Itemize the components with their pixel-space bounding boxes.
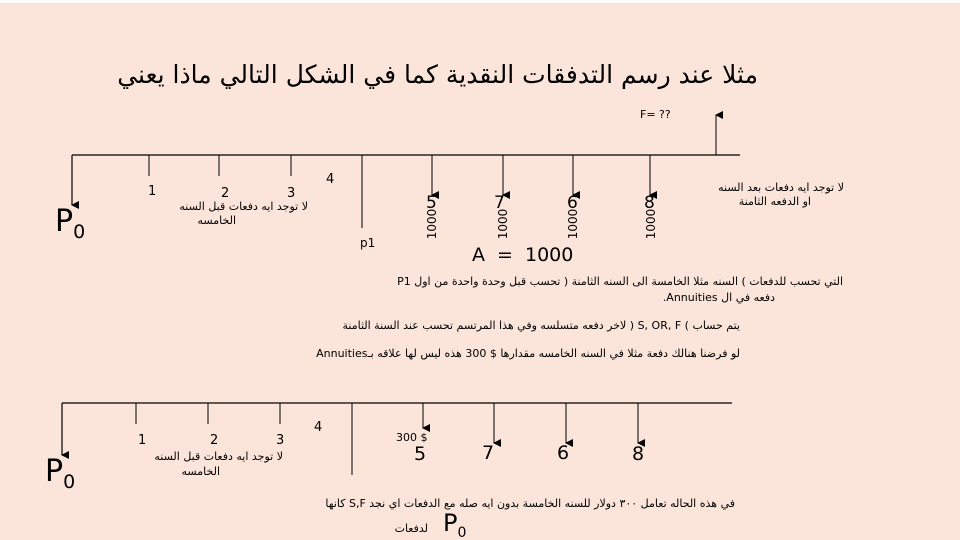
sf-explanation: يتم حساب ) S, OR, F ( لاخر دفعه متسلسه وفي هذا المرتسم تحسب عند السنة الثامنة xyxy=(342,319,740,332)
conclusion-line1: في هذه الحاله تعامل ٣٠٠ دولار للسنه الخامسة بدون ايه صله مع الدفعات اي نجد S,F كانها xyxy=(325,497,735,510)
conclusion-line2-text: لدفعات xyxy=(394,522,428,535)
period2-label-6: 7 xyxy=(482,442,495,464)
p0-label-1: $P_0$ xyxy=(55,204,86,243)
period2-label-4: 4 xyxy=(314,420,323,435)
payment-amount-5: 1000 xyxy=(425,208,439,240)
period-label-1: 1 xyxy=(148,184,157,199)
period-label-6: 7 xyxy=(494,193,505,213)
period-label-4: 4 xyxy=(326,172,335,187)
period2-label-1: 1 xyxy=(138,433,147,448)
period2-label-5: 5 xyxy=(414,443,427,465)
p0-label-2: $P_0$ xyxy=(45,454,76,493)
no-payments-before-5-line2: الخامسه xyxy=(197,214,236,227)
payment-amount-7: 1000 xyxy=(566,208,580,240)
period2-label-2: 2 xyxy=(210,433,219,448)
period2-label-8: 8 xyxy=(632,443,645,465)
period-label-8: 8 xyxy=(644,193,655,213)
period2-label-3: 3 xyxy=(276,433,285,448)
no-payments-after-8-line2: او الدفعه الثامنة xyxy=(738,195,811,208)
period-label-7: 6 xyxy=(567,193,578,213)
single-payment-label: 300 $ xyxy=(396,431,428,444)
future-value-label: F= ?? xyxy=(640,108,671,121)
payment-amount-6: 1000 xyxy=(496,208,510,240)
p1-explanation-line1: P1 التي تحسب للدفعات ) السنه مثلا الخامسة الى السنه الثامنة ( تحسب قبل وحدة واحدة من اول xyxy=(397,275,843,288)
no-payments-after-8-line1: لا توجد ايه دفعات بعد السنه xyxy=(718,181,844,194)
period-label-5: 5 xyxy=(426,193,437,213)
annuity-amount: A = 1000 xyxy=(472,244,574,266)
period2-label-7: 6 xyxy=(557,442,570,464)
irregular-payment-explanation: لو فرضنا هنالك دفعة مثلا في السنه الخامسه مقدارها $ 300 هذه ليس لها علاقه بـAnnuities xyxy=(316,347,740,360)
no-payments-before-5-2-line1: لا توجد ايه دفعات قبل السنه xyxy=(154,450,283,463)
payment-amount-8: 1000 xyxy=(644,208,658,240)
p1-label: p1 xyxy=(360,236,376,250)
p1-explanation-line2: دفعه في ال Annuities. xyxy=(662,291,775,304)
no-payments-before-5-2-line2: الخامسه xyxy=(181,465,220,478)
period-label-3: 3 xyxy=(287,186,296,201)
period-label-2: 2 xyxy=(221,186,230,201)
no-payments-before-5-line1: لا توجد ايه دفعات قبل السنه xyxy=(179,200,308,213)
conclusion-p0: $P_0$ xyxy=(443,509,467,540)
slide-title: مثلا عند رسم التدفقات النقدية كما في الشكل التالي ماذا يعني xyxy=(117,60,758,89)
